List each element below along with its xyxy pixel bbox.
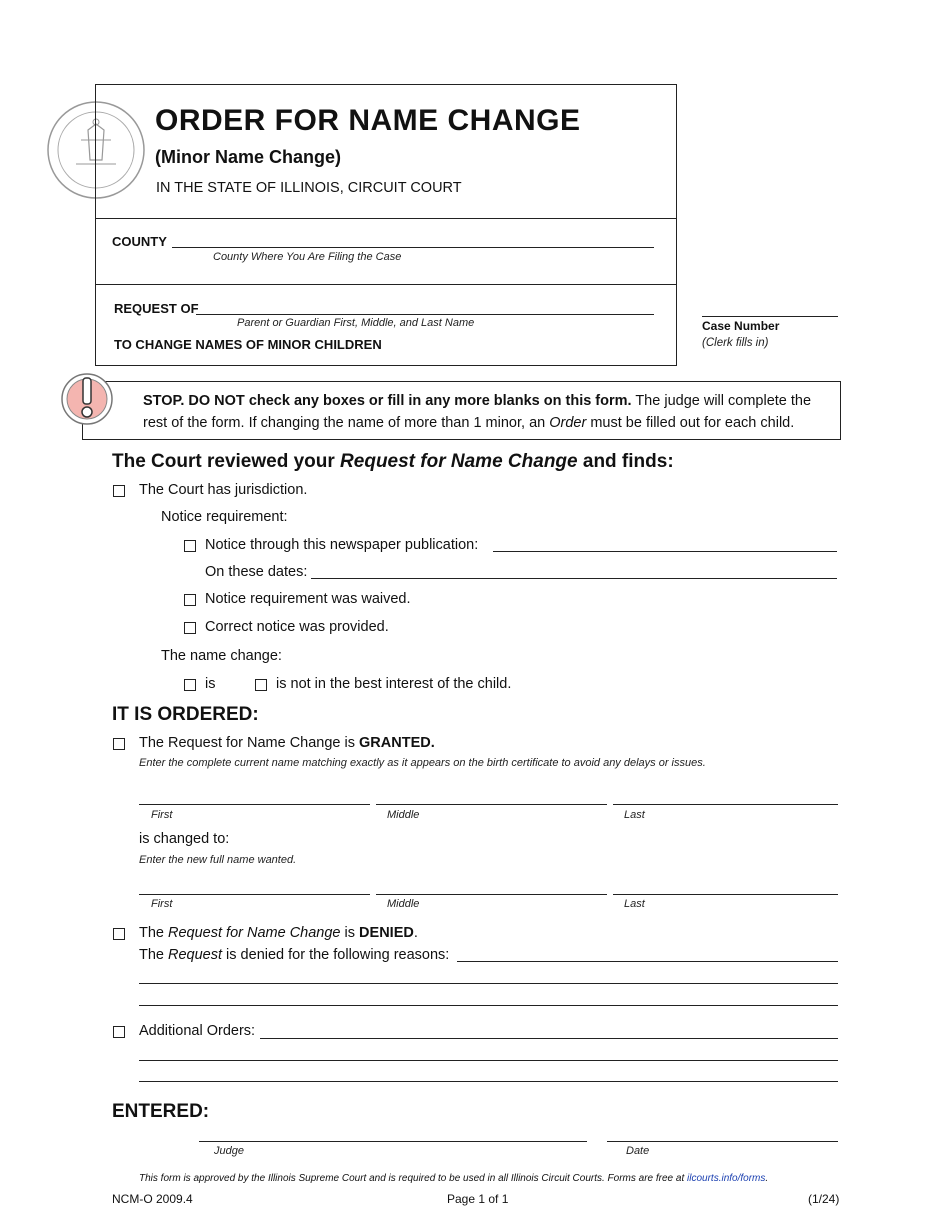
judge-label: Judge <box>214 1145 244 1157</box>
page-number: Page 1 of 1 <box>447 1192 509 1206</box>
new-last-label: Last <box>624 898 645 910</box>
newspaper-text: Notice through this newspaper publication: <box>205 537 479 553</box>
is-not-checkbox[interactable] <box>255 679 267 691</box>
jurisdiction-text: The Court has jurisdiction. <box>139 482 308 498</box>
footer-notice: This form is approved by the Illinois Supreme Court and is required to be used in all Illinois Circuit Courts. Forms are free at ilcourts.info/forms. <box>139 1173 769 1184</box>
current-last-field[interactable] <box>613 804 838 805</box>
notice-requirement-label: Notice requirement: <box>161 509 288 525</box>
form-version: (1/24) <box>808 1192 840 1206</box>
new-first-label: First <box>151 898 173 910</box>
granted-checkbox[interactable] <box>113 738 125 750</box>
date-field[interactable] <box>607 1141 838 1142</box>
case-number-label: Case Number <box>702 319 780 333</box>
granted-text: The Request for Name Change is GRANTED. <box>139 735 435 751</box>
county-hint: County Where You Are Filing the Case <box>213 251 402 263</box>
reasons-field-2[interactable] <box>139 983 838 984</box>
reasons-field-3[interactable] <box>139 1005 838 1006</box>
entered-heading: ENTERED: <box>112 1101 210 1122</box>
request-of-field[interactable] <box>196 314 654 315</box>
additional-orders-field-1[interactable] <box>260 1038 838 1039</box>
is-text: is <box>205 676 216 692</box>
waived-text: Notice requirement was waived. <box>205 591 411 607</box>
forms-link[interactable]: ilcourts.info/forms <box>687 1173 766 1184</box>
changed-to-label: is changed to: <box>139 831 230 847</box>
additional-orders-field-3[interactable] <box>139 1081 838 1082</box>
current-first-label: First <box>151 809 173 821</box>
changed-to-hint: Enter the new full name wanted. <box>139 854 297 866</box>
date-label: Date <box>626 1145 650 1157</box>
denied-reasons-label: The Request is denied for the following reasons: <box>139 947 450 963</box>
is-checkbox[interactable] <box>184 679 196 691</box>
granted-hint: Enter the complete current name matching exactly as it appears on the birth certificate to avoid any delays or issues. <box>139 757 706 769</box>
current-first-field[interactable] <box>139 804 370 805</box>
newspaper-checkbox[interactable] <box>184 540 196 552</box>
name-change-label: The name change: <box>161 648 282 664</box>
current-middle-field[interactable] <box>376 804 607 805</box>
additional-orders-field-2[interactable] <box>139 1060 838 1061</box>
new-first-field[interactable] <box>139 894 370 895</box>
denied-text: The Request for Name Change is DENIED. <box>139 925 418 941</box>
provided-checkbox[interactable] <box>184 622 196 634</box>
waived-checkbox[interactable] <box>184 594 196 606</box>
reasons-field-1[interactable] <box>457 961 838 962</box>
ordered-heading: IT IS ORDERED: <box>112 704 259 725</box>
change-names-label: TO CHANGE NAMES OF MINOR CHILDREN <box>114 337 382 352</box>
new-last-field[interactable] <box>613 894 838 895</box>
judge-signature-field[interactable] <box>199 1141 587 1142</box>
new-middle-label: Middle <box>387 898 420 910</box>
findings-heading: The Court reviewed your Request for Name Change and finds: <box>112 451 674 472</box>
case-number-field[interactable] <box>702 316 838 317</box>
county-label: COUNTY <box>112 234 167 249</box>
warning-icon <box>60 372 114 426</box>
form-id: NCM-O 2009.4 <box>112 1192 193 1206</box>
denied-checkbox[interactable] <box>113 928 125 940</box>
current-middle-label: Middle <box>387 809 420 821</box>
additional-orders-checkbox[interactable] <box>113 1026 125 1038</box>
case-number-hint: (Clerk fills in) <box>702 337 769 349</box>
new-middle-field[interactable] <box>376 894 607 895</box>
request-of-label: REQUEST OF <box>114 301 199 316</box>
is-not-text: is not in the best interest of the child. <box>276 676 512 692</box>
request-of-hint: Parent or Guardian First, Middle, and Last Name <box>237 317 475 329</box>
current-last-label: Last <box>624 809 645 821</box>
form-title: ORDER FOR NAME CHANGE <box>155 104 581 137</box>
dates-label: On these dates: <box>205 564 308 580</box>
dates-field[interactable] <box>311 578 837 579</box>
additional-orders-label: Additional Orders: <box>139 1023 256 1039</box>
jurisdiction-checkbox[interactable] <box>113 485 125 497</box>
stop-notice: STOP. DO NOT check any boxes or fill in any more blanks on this form. The judge will complete the rest of the form. If changing the name of more than 1 minor, an Order must be filled out for each child. <box>143 393 812 431</box>
provided-text: Correct notice was provided. <box>205 619 389 635</box>
jurisdiction-line: IN THE STATE OF ILLINOIS, CIRCUIT COURT <box>156 180 462 196</box>
county-field[interactable] <box>172 247 654 248</box>
form-subtitle: (Minor Name Change) <box>155 147 342 167</box>
newspaper-field[interactable] <box>493 551 837 552</box>
